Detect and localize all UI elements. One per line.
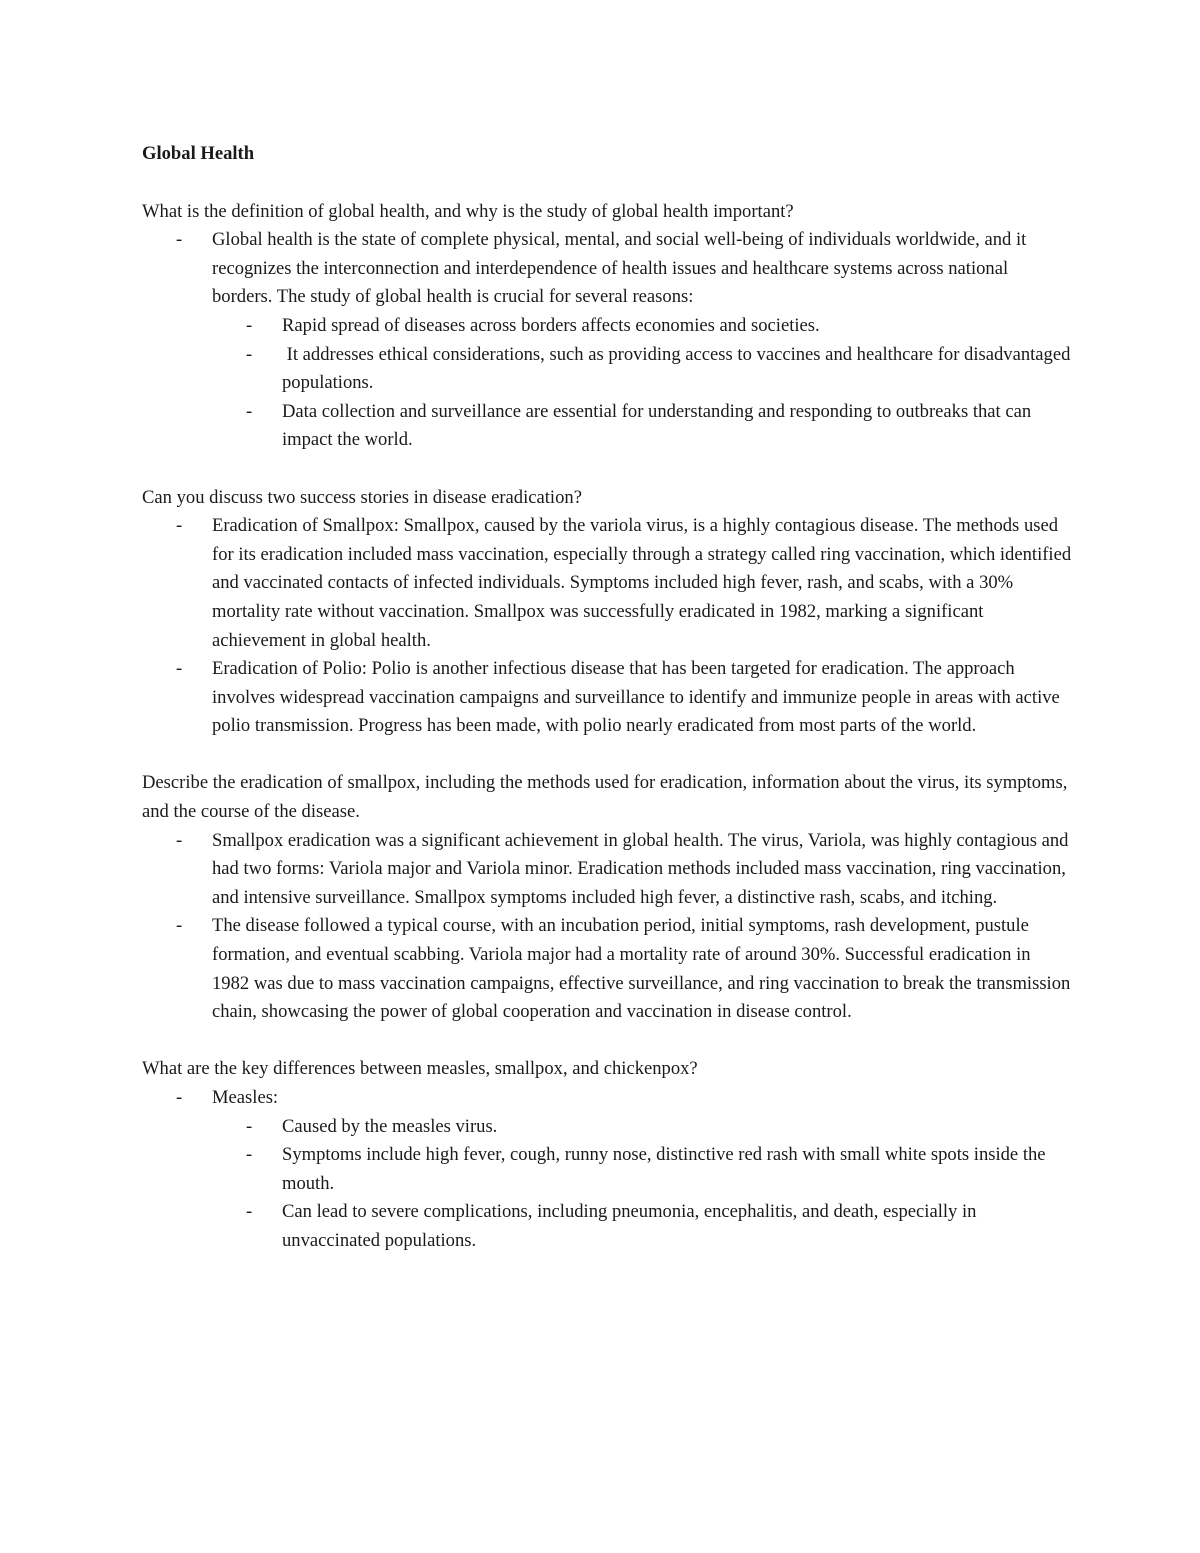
answer-list (142, 827, 1072, 1027)
question: What is the definition of global health, and why is the study of global health important? (142, 200, 794, 222)
list-item: - Eradication of Polio: Polio is another infectious disease that has been targeted for eradication. The approach involves widespread vaccination campaigns and surveillance to identify and immunize people in areas with active polio transmission. Progress has been made, with polio nearly eradicated from most parts of the world. (142, 655, 1072, 741)
question: Can you discuss two success stories in disease eradication? (142, 486, 582, 508)
answer-list (142, 1084, 1072, 1256)
sub-list (212, 312, 1076, 455)
sub-list-item: - Can lead to severe complications, including pneumonia, encephalitis, and death, especially in unvaccinated populations. (212, 1198, 1072, 1255)
list-item (142, 1084, 1072, 1256)
list-item: - The disease followed a typical course, with an incubation period, initial symptoms, rash development, pustule formation, and eventual scabbing. Variola major had a mortality rate of around 30%. Successful eradication in 1982 was due to mass vaccination campaigns, effective surveillance, and ring vaccination to break the transmission chain, showcasing the power of global cooperation and vaccination in disease control. (142, 912, 1072, 1026)
question: What are the key differences between measles, smallpox, and chickenpox? (142, 1058, 698, 1080)
section-disease-differences (142, 1055, 1072, 1255)
document-title: Global Health (142, 143, 255, 164)
list-item: - Eradication of Smallpox: Smallpox, caused by the variola virus, is a highly contagious disease. The methods used for its eradication included mass vaccination, especially through a strategy called ring vaccination, which identified and vaccinated contacts of infected individuals. Symptoms included high fever, rash, and scabs, with a 30% mortality rate without vaccination. Smallpox was successfully eradicated in 1982, marking a significant achievement in global health. (142, 512, 1072, 655)
sub-list-item: - Caused by the measles virus. (212, 1113, 1072, 1142)
sub-list (212, 1113, 1072, 1256)
list-item-text: Measles: (212, 1087, 279, 1108)
question: Describe the eradication of smallpox, including the methods used for eradication, information about the virus, its symptoms, and the course of the disease. (142, 772, 1068, 823)
title-spacer (142, 169, 1072, 198)
answer-list (142, 226, 1076, 455)
list-item-text: Global health is the state of complete physical, mental, and social well-being of individuals worldwide, and it recognizes the interconnection and interdependence of health issues and healthcare systems across national borders. The study of global health is crucial for several reasons: (212, 229, 1027, 308)
sub-list-item: - Symptoms include high fever, cough, runny nose, distinctive red rash with small white spots inside the mouth. (212, 1141, 1072, 1198)
section-success-stories (142, 484, 1072, 741)
sub-list-item: - Data collection and surveillance are essential for understanding and responding to outbreaks that can impact the world. (212, 398, 1072, 455)
answer-list (142, 512, 1072, 741)
section-smallpox-eradication (142, 769, 1072, 1026)
sub-list-item: - It addresses ethical considerations, such as providing access to vaccines and healthcare for disadvantaged populations. (212, 341, 1072, 398)
document-page (142, 138, 1076, 1256)
list-item (142, 226, 1076, 455)
sub-list-item: - Rapid spread of diseases across borders affects economies and societies. (212, 312, 1072, 341)
list-item: - Smallpox eradication was a significant achievement in global health. The virus, Variola, was highly contagious and had two forms: Variola major and Variola minor. Eradication methods included mass vaccination, ring vaccination, and intensive surveillance. Smallpox symptoms included high fever, a distinctive rash, scabs, and itching. (142, 827, 1072, 913)
section-global-health-definition (142, 198, 1076, 455)
